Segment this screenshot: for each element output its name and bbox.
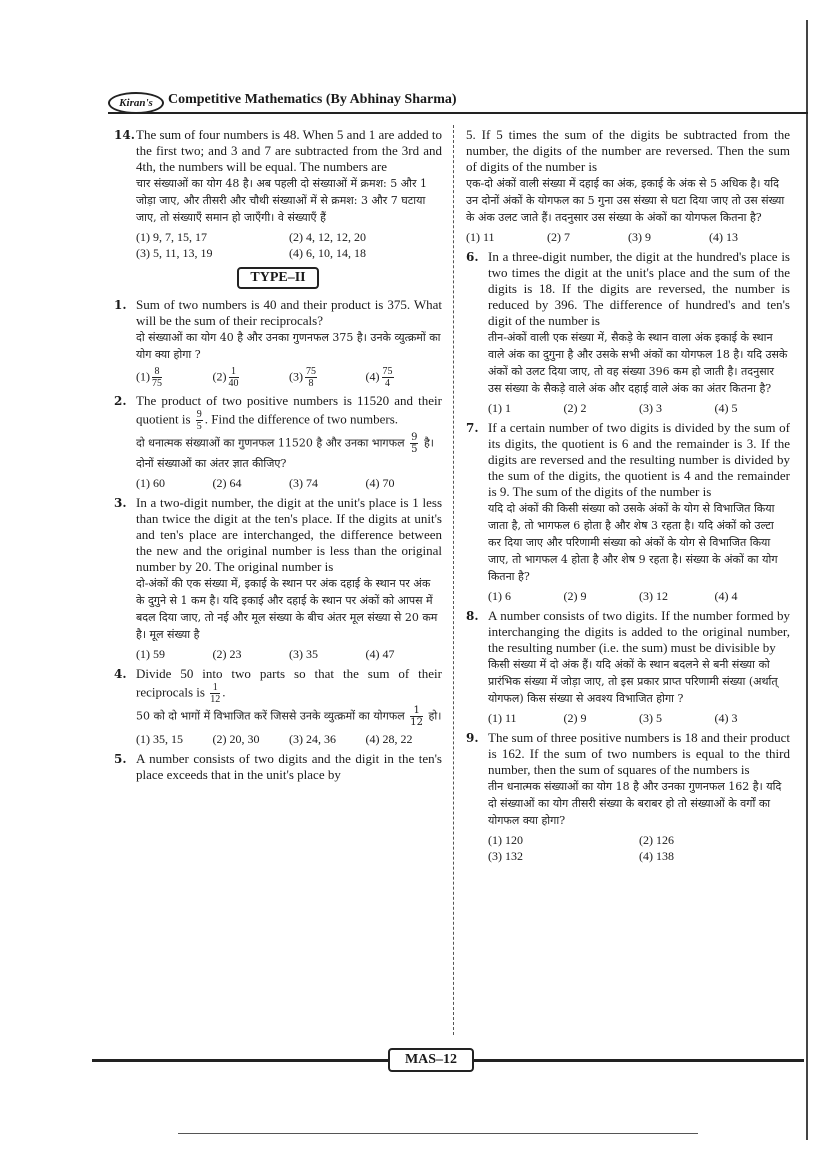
options — [136, 475, 442, 491]
option-4: (4) 28, 22 — [365, 732, 413, 746]
option-1: (1) 120 — [488, 833, 523, 847]
question-number: 6. — [466, 250, 479, 264]
question-number: 4. — [114, 667, 127, 681]
question-6 — [466, 249, 790, 416]
question-text-hi: दो-अंकों की एक संख्या में, इकाई के स्थान पर अंक दहाई के स्थान पर अंक के दुगुने से 1 कम है। यदि इकाई और दहाई के स्थान पर अंकों को आपस में बदल दिया जाए, तो नई और मूल संख्या के बीच अंतर मूल संख्या से 20 कम है। मूल संख्या है — [136, 577, 438, 641]
option-2: (2) 9 — [563, 711, 587, 725]
question-number: 8. — [466, 609, 479, 623]
question-text-en: A number consists of two digits and the digit in the ten's place exceeds that in the unit's place by — [136, 751, 442, 782]
option-3: (3) 3 — [639, 401, 662, 415]
option-2: (2) 23 — [212, 647, 242, 661]
question-text-en: A number consists of two digits. If the number formed by interchanging the digits is added to the original number, the resulting number (i.e. the sum) must be divisible by — [488, 608, 790, 655]
option-4: (4) 3 — [714, 711, 738, 725]
column-divider — [453, 125, 454, 1035]
bottom-rule — [178, 1133, 698, 1134]
question-3 — [114, 495, 442, 662]
fraction: $\frac{1}{12}$ — [210, 682, 221, 705]
option-1: (1) 6 — [488, 589, 511, 603]
option-1: (1) 60 — [136, 476, 165, 490]
option-1: (1) $\frac{8}{75}$ — [136, 366, 162, 389]
question-text-en: In a three-digit number, the digit at the hundred's place is two times the digit at the unit's place and the sum of the digits is 18. If the digits are reversed, the number is reduced by 396. The difference of hundred's and ten's digit of the number is — [488, 249, 790, 328]
question-text-en: In a two-digit number, the digit at the unit's place is 1 less than twice the digit at the ten's place. If the digits at unit's and ten's place are interchanged, the difference between the new and the original number is less than the original number by 20. The original number is — [136, 495, 442, 574]
right-column — [466, 127, 790, 868]
options — [136, 731, 442, 747]
option-3: (3) 74 — [289, 476, 318, 490]
fraction: $\frac{9}{5}$ — [411, 432, 418, 455]
fraction: $\frac{1}{12}$ — [410, 705, 423, 728]
question-text-hi: तीन धनात्मक संख्याओं का योग 18 है और उनका गुणनफल 162 है। यदि दो संख्याओं का योग तीसरी संख्या के बराबर हो तो संख्याओं के वर्गों का योगफल क्या होगा? — [488, 780, 782, 827]
option-4: (4) $\frac{75}{4}$ — [365, 366, 393, 389]
question-number: 14. — [114, 128, 135, 142]
option-2: (2) 7 — [547, 230, 570, 244]
option-1: (1) 11 — [488, 711, 517, 725]
option-4: (4) 4 — [714, 589, 738, 603]
question-14 — [114, 127, 442, 261]
page-number: MAS–12 — [388, 1048, 474, 1072]
options — [488, 710, 790, 726]
page-header — [108, 90, 808, 114]
option-2: (2) 4, 12, 12, 20 — [289, 230, 366, 244]
question-2 — [114, 393, 442, 491]
options — [136, 646, 442, 662]
option-2: (2) 126 — [639, 833, 674, 847]
question-number: 3. — [114, 496, 127, 510]
question-number: 1. — [114, 298, 127, 312]
question-9 — [466, 730, 790, 864]
options — [488, 400, 790, 416]
question-text-hi: यदि दो अंकों की किसी संख्या को उसके अंकों के योग से विभाजित किया जाता है, तो भागफल 6 होता है और शेष 3 रहता है। यदि अंकों को उल्टा कर दिया जाए और परिणामी संख्या को अंकों के योग से विभाजित किया जाए, तो भागफल 4 होता है और शेष 9 रहता है। संख्या के अंकों का योग कितना है? — [488, 502, 778, 583]
question-number: 9. — [466, 731, 479, 745]
question-4 — [114, 666, 442, 747]
option-4: (4) 138 — [639, 849, 674, 863]
page-footer — [92, 1046, 804, 1076]
question-number: 7. — [466, 421, 479, 435]
question-8 — [466, 608, 790, 726]
question-text-hi: तीन-अंकों वाली एक संख्या में, सैकड़े के स्थान वाला अंक इकाई के स्थान वाले अंक का दुगुना है और उसके सभी अंकों का योगफल 18 है। यदि उसके अंकों को उलट दिया जाए, तो वह संख्या 396 कम हो जाती है। तदनुसार उस संख्या के सैकड़े वाले अंक और दहाई वाले अंक का अंतर कितना है? — [488, 331, 788, 395]
option-2: (2) 2 — [563, 401, 587, 415]
option-1: (1) 35, 15 — [136, 732, 183, 746]
option-1: (1) 11 — [466, 230, 495, 244]
options — [136, 229, 442, 261]
question-number: 5. — [114, 752, 127, 766]
question-1 — [114, 297, 442, 389]
option-3: (3) 35 — [289, 647, 318, 661]
option-1: (1) 1 — [488, 401, 511, 415]
option-2: (2) 20, 30 — [212, 732, 260, 746]
options — [488, 832, 790, 864]
option-2: (2) 64 — [212, 476, 242, 490]
question-number: 2. — [114, 394, 127, 408]
option-3: (3) 5, 11, 13, 19 — [136, 246, 213, 260]
options — [466, 229, 790, 245]
question-5-start — [114, 751, 442, 783]
question-text-en: Sum of two numbers is 40 and their product is 375. What will be the sum of their reciprocals? — [136, 297, 442, 328]
option-3: (3) 12 — [639, 589, 668, 603]
option-3: (3) 24, 36 — [289, 732, 336, 746]
question-text-en: The sum of four numbers is 48. When 5 and 1 are added to the first two; and 3 and 7 are subtracted from the 3rd and 4th, the numbers will be equal. The numbers are — [136, 127, 442, 174]
question-text-en: If a certain number of two digits is divided by the sum of its digits, the quotient is 6 and the remainder is 3. If the digits are reversed and the resulting number is divided by the sum of the digits, the quotient is 4 and the remainder is 9. The sum of the digits of the number is — [488, 420, 790, 499]
question-5-continued — [466, 127, 790, 245]
question-text-en: The product of two positive numbers is 11520 and their quotient is $\frac{9}{5}$ . Find the difference of two numbers. — [136, 393, 442, 432]
fraction: $\frac{9}{5}$ — [196, 409, 202, 432]
header-title: Competitive Mathematics (By Abhinay Sharma) — [168, 92, 457, 107]
options — [136, 366, 442, 389]
option-2: (2) $\frac{1}{40}$ — [212, 366, 239, 389]
option-4: (4) 5 — [714, 401, 738, 415]
option-2: (2) 9 — [563, 589, 587, 603]
option-1: (1) 59 — [136, 647, 165, 661]
question-text-hi: दो धनात्मक संख्याओं का गुणनफल 11520 है और उनका भागफल $\frac{9}{5}$ है। दोनों संख्याओं का अंतर ज्ञात कीजिए? — [136, 432, 434, 470]
question-text-hi: चार संख्याओं का योग 48 है। अब पहली दो संख्याओं में क्रमश: 5 और 1 जोड़ा जाए, और तीसरी और चौथी संख्याओं में से क्रमश: 3 और 7 घटाया जाए, तो संख्याएँ समान हो जाएँगी। वे संख्याएँ हैं — [136, 177, 428, 224]
option-1: (1) 9, 7, 15, 17 — [136, 230, 207, 244]
options — [488, 588, 790, 604]
question-text-hi: दो संख्याओं का योग 40 है और उनका गुणनफल 375 है। उनके व्युत्क्रमों का योग क्या होगा ? — [136, 331, 441, 361]
question-7 — [466, 420, 790, 604]
question-text-en: The sum of three positive numbers is 18 and their product is 162. If the sum of two numbers is equal to the third number, then the sum of squares of the numbers is — [488, 730, 790, 777]
question-text-hi: किसी संख्या में दो अंक हैं। यदि अंकों के स्थान बदलने से बनी संख्या को प्रारंभिक संख्या में जोड़ा जाए, तो इस प्रकार प्राप्त परिणामी संख्या (अर्थात् योगफल) किस संख्या से अवश्य विभाजित होगा ? — [488, 658, 778, 705]
question-text-en: 5. If 5 times the sum of the digits be subtracted from the number, the digits of the number are reversed. Then the sum of digits of the number is — [466, 127, 790, 174]
header-rule — [108, 112, 808, 114]
left-column — [114, 127, 442, 785]
option-4: (4) 6, 10, 14, 18 — [289, 246, 366, 260]
option-3: (3) 5 — [639, 711, 662, 725]
option-4: (4) 47 — [365, 647, 395, 661]
option-4: (4) 70 — [365, 476, 395, 490]
question-text-hi: 50 को दो भागों में विभाजित करें जिससे उनके व्युत्क्रमों का योगफल $\frac{1}{12}$ हो। — [136, 705, 442, 728]
option-3: (3) 132 — [488, 849, 523, 863]
question-text-en: Divide 50 into two parts so that the sum of their reciprocals is $\frac{1}{12}$ . — [136, 666, 442, 705]
question-text-hi: एक-दो अंकों वाली संख्या में दहाई का अंक, इकाई के अंक से 5 अधिक है। यदि उन दोनों अंकों के योगफल का 5 गुना उस संख्या से घटा दिया जाए तो उस संख्या के अंक उलट जाते हैं। तदनुसार उस संख्या के अंकों का योगफल कितना है? — [466, 177, 785, 224]
type-heading: TYPE–II — [237, 267, 319, 289]
option-4: (4) 13 — [709, 230, 738, 244]
kirans-logo: Kiran's — [108, 92, 164, 114]
page-edge-line — [806, 20, 808, 1140]
option-3: (3) $\frac{75}{8}$ — [289, 366, 316, 389]
option-3: (3) 9 — [628, 230, 651, 244]
